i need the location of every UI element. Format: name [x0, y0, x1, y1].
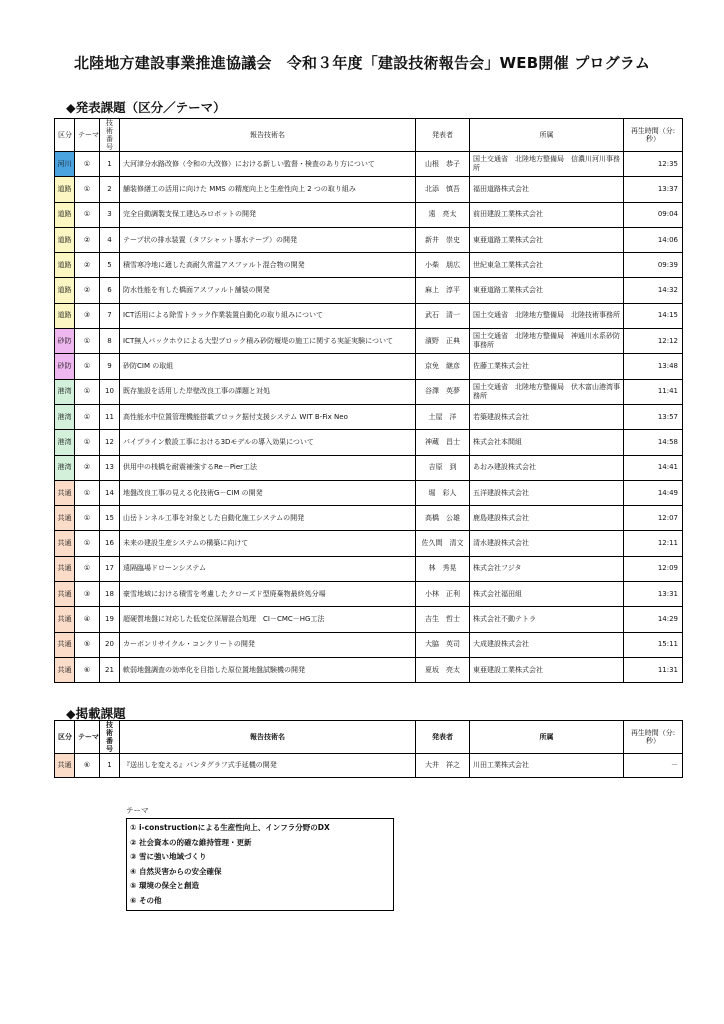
tech-number-cell: 14 — [100, 480, 120, 505]
presenter-cell: 佐久間 清文 — [416, 531, 470, 556]
playback-time-cell: 12:11 — [624, 531, 683, 556]
tech-name-cell: 供用中の桟橋を耐震補強するRe－Pier工法 — [120, 455, 416, 480]
category-cell: 共通 — [55, 754, 75, 778]
category-cell: 道路 — [55, 253, 75, 278]
header-affiliation: 所属 — [470, 119, 624, 152]
published-table-body — [55, 754, 683, 778]
affiliation-cell: 株式会社フジタ — [470, 556, 624, 581]
table-row — [55, 430, 683, 455]
theme-cell: ① — [75, 152, 100, 177]
affiliation-cell: 東亜道路工業株式会社 — [470, 278, 624, 303]
tech-number-cell: 17 — [100, 556, 120, 581]
category-cell: 共通 — [55, 556, 75, 581]
affiliation-cell: 清水建設株式会社 — [470, 531, 624, 556]
table-header-row — [55, 721, 683, 754]
tech-number-cell: 1 — [100, 152, 120, 177]
category-cell: 共通 — [55, 531, 75, 556]
tech-name-cell: 遠隔臨場ドローンシステム — [120, 556, 416, 581]
header-presenter: 発表者 — [416, 119, 470, 152]
presenter-cell: 土屋 洋 — [416, 404, 470, 429]
table-row — [55, 506, 683, 531]
tech-name-cell: 超硬質地盤に対応した低変位深層混合処理 CI－CMC－HG工法 — [120, 607, 416, 632]
theme-cell: ② — [75, 253, 100, 278]
theme-cell: ④ — [75, 607, 100, 632]
playback-time-cell: 09:39 — [624, 253, 683, 278]
presenter-cell: 小柴 朋広 — [416, 253, 470, 278]
playback-time-cell: 14:49 — [624, 480, 683, 505]
tech-number-cell: 3 — [100, 202, 120, 227]
header-tech-number: 技術番号 — [100, 119, 120, 152]
category-cell: 港湾 — [55, 379, 75, 404]
table-row — [55, 754, 683, 778]
tech-number-cell: 18 — [100, 582, 120, 607]
table-row — [55, 404, 683, 429]
tech-number-cell: 1 — [100, 754, 120, 778]
theme-legend-item: ⑤ 環境の保全と創造 — [130, 881, 199, 890]
section-heading-presentation: ◆発表課題（区分／テーマ） — [66, 100, 226, 115]
header-theme: テーマ — [75, 119, 100, 152]
tech-name-cell: 完全自動調製支保工建込みロボットの開発 — [120, 202, 416, 227]
category-cell: 共通 — [55, 582, 75, 607]
theme-cell: ① — [75, 430, 100, 455]
theme-legend-item: ① i-constructionによる生産性向上、インフラ分野のDX — [130, 823, 330, 832]
presenter-cell: 小林 正利 — [416, 582, 470, 607]
playback-time-cell: 13:37 — [624, 177, 683, 202]
table-row — [55, 354, 683, 379]
header-playback-time: 再生時間（分:秒） — [624, 119, 683, 152]
presenter-cell: 武石 清一 — [416, 303, 470, 328]
affiliation-cell: 五洋建設株式会社 — [470, 480, 624, 505]
category-cell: 港湾 — [55, 455, 75, 480]
affiliation-cell: 国土交通省 北陸地方整備局 信濃川河川事務所 — [470, 152, 624, 177]
category-cell: 道路 — [55, 303, 75, 328]
table-row — [55, 227, 683, 252]
tech-name-cell: 地盤改良工事の見える化技術G－CIM の開発 — [120, 480, 416, 505]
tech-number-cell: 8 — [100, 329, 120, 354]
playback-time-cell: 12:09 — [624, 556, 683, 581]
tech-name-cell: 舗装修繕工の活用に向けた MMS の精度向上と生産性向上 2 つの取り組み — [120, 177, 416, 202]
affiliation-cell: 前田建設工業株式会社 — [470, 202, 624, 227]
affiliation-cell: あおみ建設株式会社 — [470, 455, 624, 480]
table-row — [55, 607, 683, 632]
theme-cell: ① — [75, 404, 100, 429]
presenter-cell: 堀 彩人 — [416, 480, 470, 505]
tech-number-cell: 12 — [100, 430, 120, 455]
category-cell: 共通 — [55, 480, 75, 505]
presenter-cell: 京免 継彦 — [416, 354, 470, 379]
tech-number-cell: 7 — [100, 303, 120, 328]
theme-cell: ① — [75, 177, 100, 202]
playback-time-cell: 14:41 — [624, 455, 683, 480]
header-tech-name: 報告技術名 — [120, 721, 416, 754]
header-tech-name: 報告技術名 — [120, 119, 416, 152]
affiliation-cell: 株式会社福田組 — [470, 582, 624, 607]
header-tech-number: 技術番号 — [100, 721, 120, 754]
presenter-cell: 吉原 到 — [416, 455, 470, 480]
affiliation-cell: 福田道路株式会社 — [470, 177, 624, 202]
theme-legend — [126, 805, 394, 911]
theme-cell: ① — [75, 202, 100, 227]
tech-number-cell: 5 — [100, 253, 120, 278]
tech-number-cell: 20 — [100, 632, 120, 657]
affiliation-cell: 鹿島建設株式会社 — [470, 506, 624, 531]
header-kubun: 区分 — [55, 721, 75, 754]
table-row — [55, 253, 683, 278]
tech-name-cell: ICT無人バックホウによる大型ブロック積み砂防堰堤の施工に関する実証実験について — [120, 329, 416, 354]
tech-name-cell: 積雪寒冷地に適した高耐久常温アスファルト混合物の開発 — [120, 253, 416, 278]
affiliation-cell: 国土交通省 北陸地方整備局 伏木富山港湾事務所 — [470, 379, 624, 404]
category-cell: 河川 — [55, 152, 75, 177]
presenter-cell: 麻上 淳平 — [416, 278, 470, 303]
playback-time-cell: 14:29 — [624, 607, 683, 632]
presenter-cell: 林 秀晃 — [416, 556, 470, 581]
tech-number-cell: 9 — [100, 354, 120, 379]
table-row — [55, 582, 683, 607]
affiliation-cell: 東亜道路工業株式会社 — [470, 227, 624, 252]
presenter-cell: 遠 亮太 — [416, 202, 470, 227]
theme-cell: ① — [75, 480, 100, 505]
tech-number-cell: 11 — [100, 404, 120, 429]
presentation-table — [54, 118, 683, 683]
theme-legend-label: テーマ — [126, 806, 149, 815]
theme-cell: ② — [75, 227, 100, 252]
category-cell: 道路 — [55, 177, 75, 202]
presenter-cell: 神蔵 昌士 — [416, 430, 470, 455]
theme-cell: ② — [75, 278, 100, 303]
tech-name-cell: 『送出しを変える』パンタグラフ式手延機の開発 — [120, 754, 416, 778]
category-cell: 共通 — [55, 506, 75, 531]
table-row — [55, 480, 683, 505]
presentation-table-body — [55, 152, 683, 683]
presenter-cell: 北添 慎吾 — [416, 177, 470, 202]
table-row — [55, 455, 683, 480]
theme-cell: ① — [75, 329, 100, 354]
category-cell: 共通 — [55, 657, 75, 682]
playback-time-cell: 13:31 — [624, 582, 683, 607]
tech-number-cell: 16 — [100, 531, 120, 556]
affiliation-cell: 株式会社本間組 — [470, 430, 624, 455]
tech-name-cell: 高性能水中位置管理機能搭載ブロック据付支援システム WIT B-Fix Neo — [120, 404, 416, 429]
presenter-cell: 新井 崇史 — [416, 227, 470, 252]
tech-name-cell: 軟弱地盤調査の効率化を目指した原位置地盤試験機の開発 — [120, 657, 416, 682]
playback-time-cell: 14:32 — [624, 278, 683, 303]
tech-name-cell: 山岳トンネル工事を対象とした自動化施工システムの開発 — [120, 506, 416, 531]
table-row — [55, 278, 683, 303]
tech-name-cell: 砂防CIM の取組 — [120, 354, 416, 379]
table-row — [55, 632, 683, 657]
theme-cell: ⑥ — [75, 754, 100, 778]
presenter-cell: 谷澤 英夢 — [416, 379, 470, 404]
table-row — [55, 177, 683, 202]
tech-name-cell: 既存施設を活用した岸壁改良工事の課題と対処 — [120, 379, 416, 404]
theme-legend-item: ② 社会資本の的確な維持管理・更新 — [130, 837, 252, 847]
affiliation-cell: 国土交通省 北陸地方整備局 北陸技術事務所 — [470, 303, 624, 328]
page-title: 北陸地方建設事業推進協議会 令和３年度「建設技術報告会」WEB開催 プログラム — [73, 54, 651, 72]
theme-legend-item: ③ 雪に強い地域づくり — [130, 852, 207, 861]
theme-cell: ① — [75, 556, 100, 581]
theme-legend-list — [126, 818, 394, 911]
theme-cell: ③ — [75, 582, 100, 607]
table-row — [55, 556, 683, 581]
affiliation-cell: 佐藤工業株式会社 — [470, 354, 624, 379]
theme-cell: ① — [75, 506, 100, 531]
tech-number-cell: 2 — [100, 177, 120, 202]
table-row — [55, 531, 683, 556]
published-table — [54, 720, 683, 778]
category-cell: 共通 — [55, 607, 75, 632]
presenter-cell: 大脇 英司 — [416, 632, 470, 657]
playback-time-cell: 12:35 — [624, 152, 683, 177]
header-theme: テーマ — [75, 721, 100, 754]
tech-name-cell: カーボンリサイクル・コンクリートの開発 — [120, 632, 416, 657]
tech-number-cell: 6 — [100, 278, 120, 303]
category-cell: 砂防 — [55, 354, 75, 379]
category-cell: 道路 — [55, 202, 75, 227]
tech-number-cell: 21 — [100, 657, 120, 682]
table-row — [55, 303, 683, 328]
table-row — [55, 379, 683, 404]
theme-cell: ① — [75, 354, 100, 379]
category-cell: 共通 — [55, 632, 75, 657]
tech-number-cell: 4 — [100, 227, 120, 252]
affiliation-cell: 大成建設株式会社 — [470, 632, 624, 657]
section-heading-published: ◆掲載課題 — [66, 706, 126, 721]
table-row — [55, 657, 683, 682]
tech-name-cell: ICT活用による除雪トラック作業装置自動化の取り組みについて — [120, 303, 416, 328]
affiliation-cell: 東亜建設工業株式会社 — [470, 657, 624, 682]
playback-time-cell: 14:06 — [624, 227, 683, 252]
table-row — [55, 202, 683, 227]
theme-legend-item: ⑥ その他 — [130, 895, 162, 905]
category-cell: 港湾 — [55, 430, 75, 455]
playback-time-cell: 13:48 — [624, 354, 683, 379]
category-cell: 道路 — [55, 227, 75, 252]
table-row — [55, 152, 683, 177]
playback-time-cell: 11:41 — [624, 379, 683, 404]
header-presenter: 発表者 — [416, 721, 470, 754]
affiliation-cell: 世紀東急工業株式会社 — [470, 253, 624, 278]
presenter-cell: 濱野 正典 — [416, 329, 470, 354]
playback-time-cell: 11:31 — [624, 657, 683, 682]
category-cell: 港湾 — [55, 404, 75, 429]
presenter-cell: 吉生 哲士 — [416, 607, 470, 632]
playback-time-cell: 15:11 — [624, 632, 683, 657]
affiliation-cell: 川田工業株式会社 — [470, 754, 624, 778]
playback-time-cell: 13:57 — [624, 404, 683, 429]
theme-cell: ② — [75, 455, 100, 480]
category-cell: 砂防 — [55, 329, 75, 354]
theme-cell: ⑥ — [75, 657, 100, 682]
playback-time-cell: － — [624, 754, 683, 778]
header-kubun: 区分 — [55, 119, 75, 152]
playback-time-cell: 14:58 — [624, 430, 683, 455]
header-playback-time: 再生時間（分:秒） — [624, 721, 683, 754]
theme-legend-item: ④ 自然災害からの安全確保 — [130, 866, 222, 876]
presenter-cell: 大井 祥之 — [416, 754, 470, 778]
tech-name-cell: 大河津分水路改修（令和の大改修）における新しい監督・検査のあり方について — [120, 152, 416, 177]
playback-time-cell: 12:12 — [624, 329, 683, 354]
playback-time-cell: 09:04 — [624, 202, 683, 227]
tech-name-cell: 豪雪地域における積雪を考慮したクローズド型廃棄物最終処分場 — [120, 582, 416, 607]
playback-time-cell: 14:15 — [624, 303, 683, 328]
presenter-cell: 山根 恭子 — [416, 152, 470, 177]
tech-name-cell: 防水性能を有した橋面アスファルト舗装の開発 — [120, 278, 416, 303]
tech-name-cell: テープ状の排水装置（タフシャット導水テープ）の開発 — [120, 227, 416, 252]
tech-number-cell: 13 — [100, 455, 120, 480]
tech-number-cell: 10 — [100, 379, 120, 404]
tech-name-cell: 未来の建設生産システムの構築に向けて — [120, 531, 416, 556]
affiliation-cell: 若築建設株式会社 — [470, 404, 624, 429]
presenter-cell: 夏坂 亮太 — [416, 657, 470, 682]
category-cell: 道路 — [55, 278, 75, 303]
theme-cell: ③ — [75, 303, 100, 328]
table-row — [55, 329, 683, 354]
header-affiliation: 所属 — [470, 721, 624, 754]
theme-cell: ① — [75, 379, 100, 404]
theme-cell: ① — [75, 531, 100, 556]
theme-cell: ⑤ — [75, 632, 100, 657]
affiliation-cell: 株式会社不動テトラ — [470, 607, 624, 632]
table-header-row — [55, 119, 683, 152]
presenter-cell: 高橋 公雄 — [416, 506, 470, 531]
playback-time-cell: 12:07 — [624, 506, 683, 531]
tech-number-cell: 19 — [100, 607, 120, 632]
tech-number-cell: 15 — [100, 506, 120, 531]
affiliation-cell: 国土交通省 北陸地方整備局 神通川水系砂防事務所 — [470, 329, 624, 354]
tech-name-cell: パイプライン敷設工事における3Dモデルの導入効果について — [120, 430, 416, 455]
